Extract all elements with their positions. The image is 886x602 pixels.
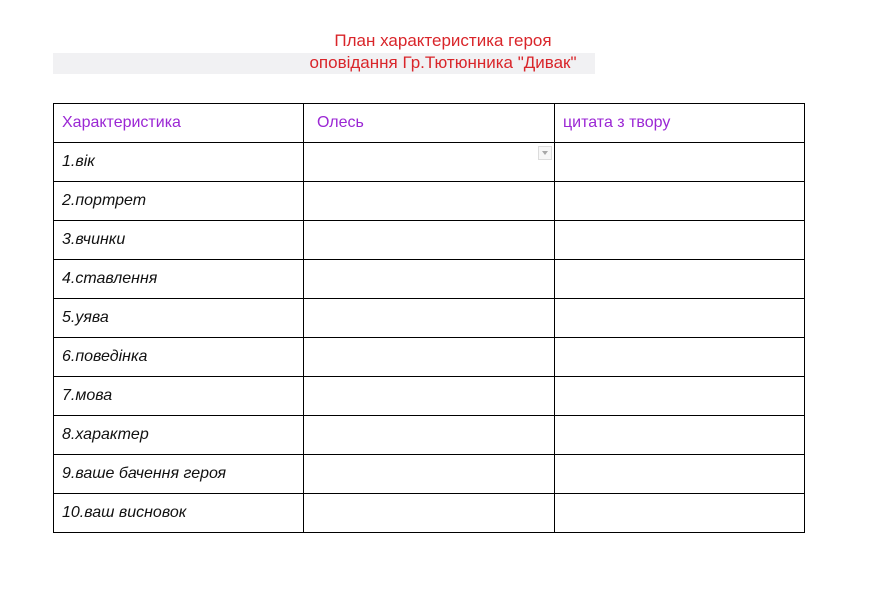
title-line-2: оповідання Гр.Тютюнника "Дивак" xyxy=(309,53,577,72)
quote-cell[interactable] xyxy=(555,299,805,338)
quote-cell[interactable] xyxy=(555,377,805,416)
row-label: 7.мова xyxy=(54,377,304,416)
row-label: 4.ставлення xyxy=(54,260,304,299)
table-header-row xyxy=(54,104,805,143)
olesj-cell[interactable] xyxy=(304,416,555,455)
olesj-cell[interactable] xyxy=(304,260,555,299)
header-olesj: Олесь xyxy=(304,104,555,143)
row-label: 3.вчинки xyxy=(54,221,304,260)
olesj-cell[interactable] xyxy=(304,143,555,182)
row-label: 1.вік xyxy=(54,143,304,182)
table-row xyxy=(54,494,805,533)
row-label: 8.характер xyxy=(54,416,304,455)
table-row xyxy=(54,455,805,494)
table-row xyxy=(54,143,805,182)
characteristics-table xyxy=(53,103,805,533)
document-title xyxy=(0,30,886,74)
quote-cell[interactable] xyxy=(555,182,805,221)
olesj-cell[interactable] xyxy=(304,182,555,221)
title-line-2-wrapper xyxy=(0,52,886,74)
olesj-cell[interactable] xyxy=(304,338,555,377)
quote-cell[interactable] xyxy=(555,455,805,494)
quote-cell[interactable] xyxy=(555,143,805,182)
table-row xyxy=(54,299,805,338)
quote-cell[interactable] xyxy=(555,416,805,455)
row-label: 5.уява xyxy=(54,299,304,338)
table-row xyxy=(54,416,805,455)
header-quote: цитата з твору xyxy=(555,104,805,143)
row-label: 2.портрет xyxy=(54,182,304,221)
quote-cell[interactable] xyxy=(555,338,805,377)
table-row xyxy=(54,377,805,416)
olesj-cell[interactable] xyxy=(304,377,555,416)
olesj-cell[interactable] xyxy=(304,494,555,533)
row-label: 6.поведінка xyxy=(54,338,304,377)
olesj-cell[interactable] xyxy=(304,221,555,260)
chevron-down-icon[interactable] xyxy=(538,146,552,160)
olesj-cell[interactable] xyxy=(304,299,555,338)
table-row xyxy=(54,260,805,299)
quote-cell[interactable] xyxy=(555,494,805,533)
title-line-1: План характеристика героя xyxy=(334,31,552,50)
quote-cell[interactable] xyxy=(555,221,805,260)
olesj-cell[interactable] xyxy=(304,455,555,494)
row-label: 9.ваше бачення героя xyxy=(54,455,304,494)
table-row xyxy=(54,338,805,377)
header-characteristic: Характеристика xyxy=(54,104,304,143)
table-row xyxy=(54,182,805,221)
quote-cell[interactable] xyxy=(555,260,805,299)
row-label: 10.ваш висновок xyxy=(54,494,304,533)
table-row xyxy=(54,221,805,260)
